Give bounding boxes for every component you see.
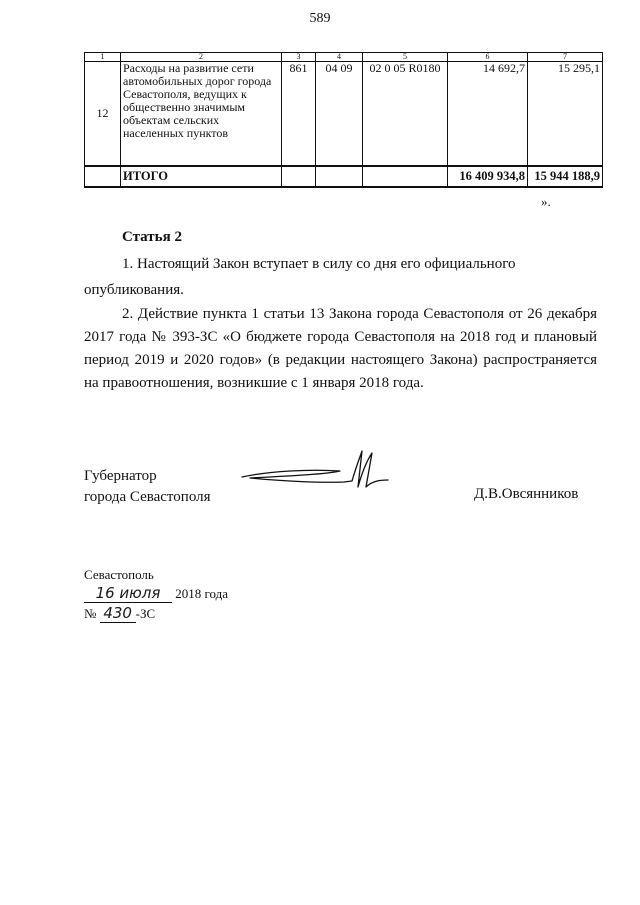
article-paragraph-2: 2. Действие пункта 1 статьи 13 Закона города Севастополя от 26 декабря 2017 года № 393-ЗС «О бюджете города Севастополя на 2018 год и плановый период 2019 и 2020 годов» (в редакции настоящего Закона) распространяется на правоотношения, возникшие с 1 января 2018 года. [84, 306, 597, 391]
law-number-line [84, 604, 155, 623]
governor-title-line-2: города Севастополя [84, 489, 211, 505]
total-empty-cell [85, 166, 121, 187]
col-header-7: 7 [528, 53, 603, 62]
table-total-row [85, 166, 603, 187]
governor-title [84, 466, 211, 508]
col-header-2: 2 [121, 53, 282, 62]
total-label: ИТОГО [121, 166, 282, 187]
row-sum-2019: 14 692,7 [448, 62, 528, 167]
city-name: Севастополь [84, 567, 154, 582]
col-header-3: 3 [282, 53, 316, 62]
article-heading: Статья 2 [122, 229, 182, 245]
closing-quote: ». [541, 194, 551, 209]
total-empty-cell [363, 166, 448, 187]
col-header-6: 6 [448, 53, 528, 62]
page-number: 589 [309, 11, 331, 26]
total-empty-cell [316, 166, 363, 187]
number-sign: № [84, 606, 97, 621]
row-rzpr: 04 09 [316, 62, 363, 167]
governor-title-line-1: Губернатор [84, 468, 157, 484]
table-row [85, 62, 603, 167]
total-empty-cell [282, 166, 316, 187]
col-header-5: 5 [363, 53, 448, 62]
row-csr: 02 0 05 R0180 [363, 62, 448, 167]
row-sum-2020: 15 295,1 [528, 62, 603, 167]
total-sum-2019: 16 409 934,8 [448, 166, 528, 187]
law-number-suffix: -ЗС [135, 606, 156, 621]
row-gr: 861 [282, 62, 316, 167]
article-paragraph-1-end: опубликования. [84, 282, 184, 298]
budget-table [84, 52, 603, 188]
col-header-1: 1 [85, 53, 121, 62]
row-number: 12 [85, 62, 121, 167]
article-paragraph-1: 1. Настоящий Закон вступает в силу со дня его официального [122, 256, 516, 272]
col-header-4: 4 [316, 53, 363, 62]
total-sum-2020: 15 944 188,9 [528, 166, 603, 187]
row-name: Расходы на развитие сети автомобильных дорог города Севастополя, ведущих к общественно значимым объектам сельских населенных пунктов [121, 62, 282, 167]
handwritten-date: 16 июля [84, 584, 172, 603]
date-line [84, 584, 228, 603]
handwritten-law-number: 430 [100, 604, 136, 623]
governor-name: Д.В.Овсянников [474, 486, 579, 502]
handwritten-signature [240, 447, 390, 497]
date-year: 2018 года [175, 586, 229, 601]
